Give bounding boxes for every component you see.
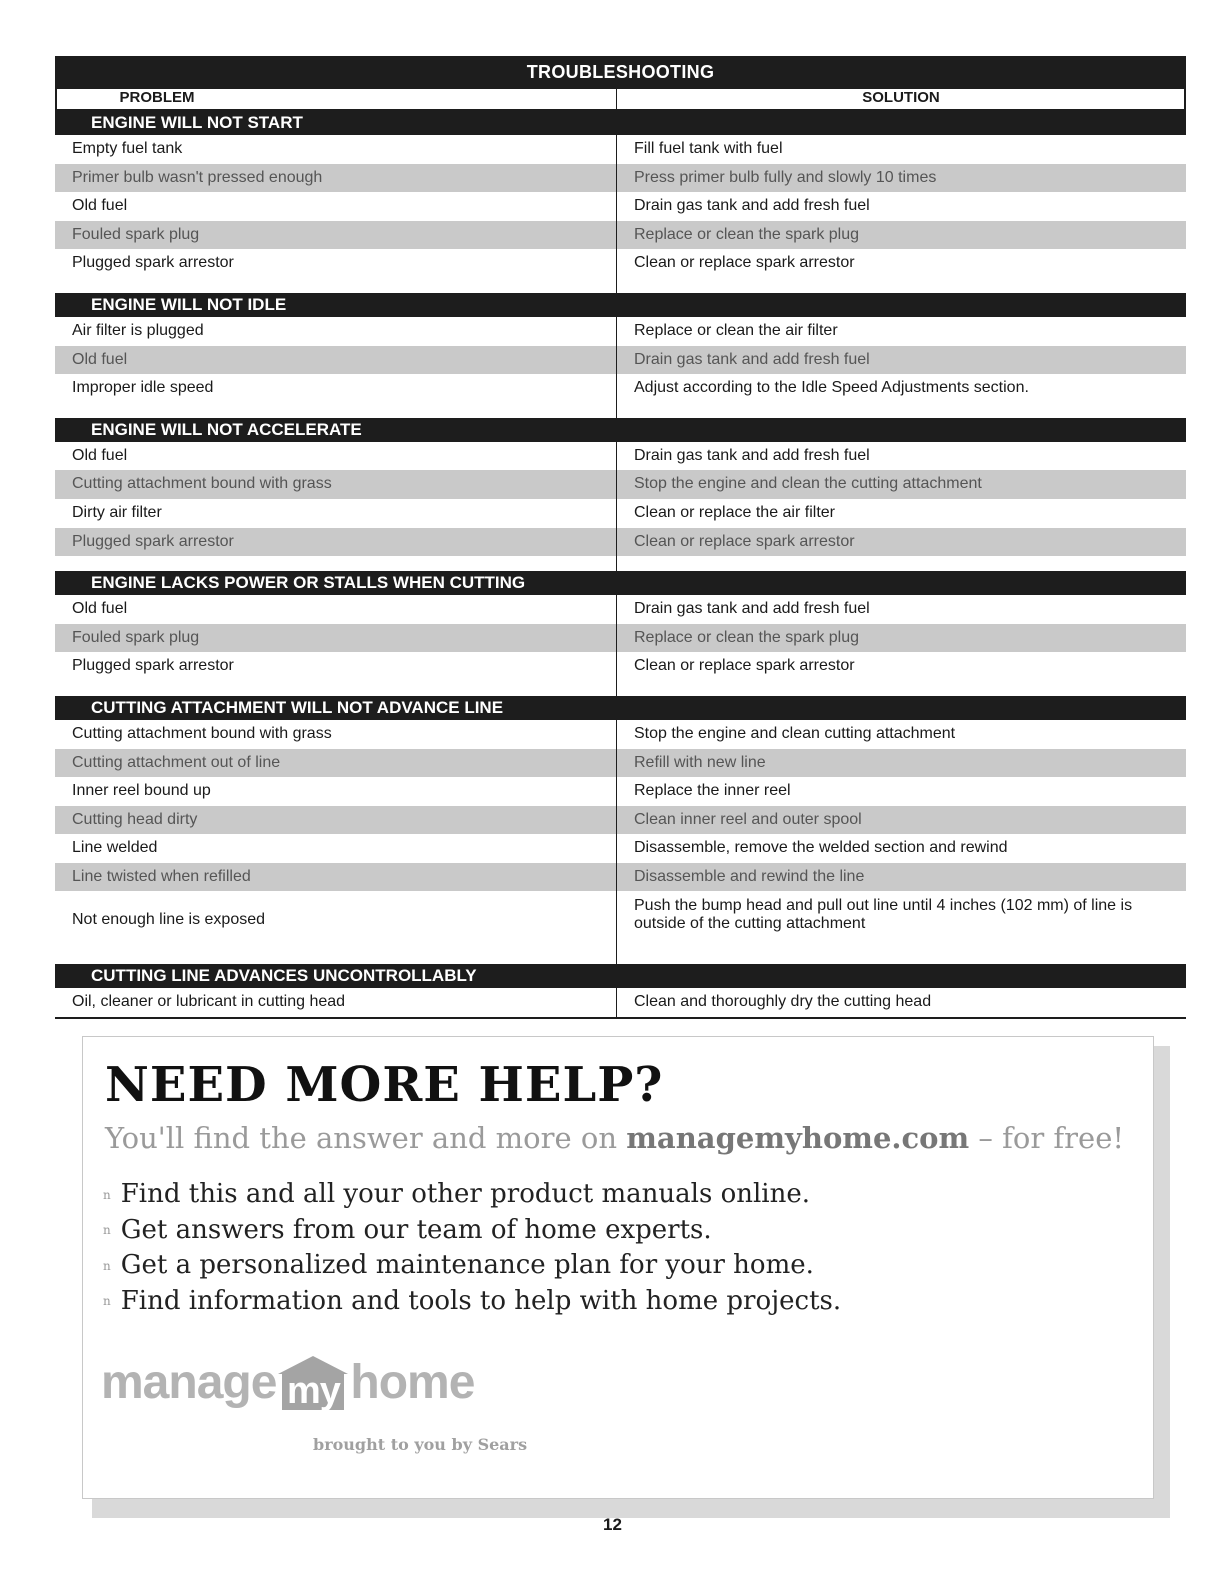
- problem-cell: Plugged spark arrestor: [72, 532, 234, 550]
- solution-cell: Drain gas tank and add fresh fuel: [616, 192, 1186, 221]
- table-row: [55, 720, 1186, 749]
- solution-cell: Disassemble, remove the welded section and rewind: [616, 834, 1186, 863]
- problem-cell: Cutting attachment bound with grass: [72, 475, 332, 493]
- section-heading: ENGINE LACKS POWER OR STALLS WHEN CUTTING: [55, 571, 1186, 595]
- problem-cell: Old fuel: [72, 350, 128, 368]
- list-item: n Get answers from our team of home experts.: [103, 1214, 712, 1245]
- table-row: [55, 499, 1186, 528]
- solution-cell: Fill fuel tank with fuel: [616, 135, 1186, 164]
- table-body: [55, 111, 1186, 1017]
- solution-cell: Drain gas tank and add fresh fuel: [616, 595, 1186, 624]
- table-row: [55, 528, 1186, 557]
- help-box: [82, 1036, 1154, 1499]
- solution-cell: Clean or replace spark arrestor: [616, 249, 1186, 278]
- problem-cell: Primer bulb wasn't pressed enough: [72, 168, 323, 186]
- problem-cell: Old fuel: [72, 197, 128, 215]
- problem-cell: Old fuel: [72, 446, 128, 464]
- problem-cell: Air filter is plugged: [72, 321, 204, 339]
- section-gap: [55, 278, 1186, 293]
- solution-cell: Stop the engine and clean the cutting attachment: [616, 470, 1186, 499]
- solution-cell: Drain gas tank and add fresh fuel: [616, 346, 1186, 375]
- solution-cell: Replace the inner reel: [616, 777, 1186, 806]
- bullet-icon: n: [103, 1223, 111, 1237]
- table-row: [55, 346, 1186, 375]
- table-row: [55, 374, 1186, 403]
- table-row: [55, 317, 1186, 346]
- problem-cell: Plugged spark arrestor: [72, 254, 234, 272]
- solution-cell: Adjust according to the Idle Speed Adjustments section.: [616, 374, 1186, 403]
- table-header-row: [55, 89, 1186, 111]
- solution-cell: Disassemble and rewind the line: [616, 863, 1186, 892]
- table-row: [55, 470, 1186, 499]
- logo-tagline: brought to you by Sears: [313, 1435, 528, 1454]
- problem-cell: Not enough line is exposed: [72, 911, 266, 929]
- table-row: [55, 192, 1186, 221]
- house-icon: my: [282, 1356, 344, 1410]
- solution-cell: Replace or clean the air filter: [616, 317, 1186, 346]
- solution-cell: Press primer bulb fully and slowly 10 times: [616, 164, 1186, 193]
- table-row: [55, 624, 1186, 653]
- managemyhome-logo: manage my home: [101, 1356, 475, 1412]
- list-item: n Find this and all your other product manuals online.: [103, 1179, 811, 1209]
- table-row: [55, 164, 1186, 193]
- section-gap: [55, 681, 1186, 696]
- section-heading: CUTTING LINE ADVANCES UNCONTROLLABLY: [55, 964, 1186, 988]
- table-row: [55, 988, 1186, 1017]
- list-item: n Find information and tools to help with home projects.: [103, 1285, 842, 1316]
- problem-cell: Line welded: [72, 839, 158, 857]
- bullet-icon: n: [103, 1187, 111, 1202]
- problem-cell: Plugged spark arrestor: [72, 657, 234, 675]
- problem-cell: Empty fuel tank: [72, 140, 183, 157]
- problem-cell: Fouled spark plug: [72, 225, 200, 243]
- table-row: [55, 777, 1186, 806]
- table-title: TROUBLESHOOTING: [55, 56, 1186, 89]
- solution-cell: Clean or replace spark arrestor: [616, 528, 1186, 557]
- section-gap: [55, 949, 1186, 964]
- solution-cell: Replace or clean the spark plug: [616, 624, 1186, 653]
- table-row: [55, 806, 1186, 835]
- bullet-icon: n: [103, 1258, 111, 1273]
- list-item: n Get a personalized maintenance plan for your home.: [103, 1250, 814, 1280]
- problem-header: PROBLEM: [119, 89, 195, 106]
- table-row: [55, 135, 1186, 164]
- section-heading: CUTTING ATTACHMENT WILL NOT ADVANCE LINE: [55, 696, 1186, 720]
- problem-cell: Cutting attachment out of line: [72, 753, 281, 771]
- problem-cell: Line twisted when refilled: [72, 867, 251, 885]
- table-row: [55, 442, 1186, 471]
- solution-cell: Replace or clean the spark plug: [616, 221, 1186, 250]
- table-row: [55, 249, 1186, 278]
- solution-cell: Refill with new line: [616, 749, 1186, 778]
- section-heading: ENGINE WILL NOT IDLE: [55, 293, 1186, 317]
- table-row: [55, 891, 1186, 949]
- problem-cell: Fouled spark plug: [72, 628, 200, 646]
- solution-cell: Stop the engine and clean cutting attachment: [616, 720, 1186, 749]
- table-row: [55, 834, 1186, 863]
- table-row: [55, 221, 1186, 250]
- help-title: NEED MORE HELP?: [105, 1057, 664, 1113]
- solution-cell: Clean or replace spark arrestor: [616, 652, 1186, 681]
- solution-cell: Clean or replace the air filter: [616, 499, 1186, 528]
- problem-cell: Dirty air filter: [72, 503, 162, 521]
- help-subtitle: You'll find the answer and more on managemyhome.com – for free!: [105, 1121, 1125, 1155]
- problem-cell: Oil, cleaner or lubricant in cutting head: [72, 993, 346, 1011]
- section-gap: [55, 403, 1186, 418]
- table-row: [55, 749, 1186, 778]
- solution-cell: Clean inner reel and outer spool: [616, 806, 1186, 835]
- solution-cell: Clean and thoroughly dry the cutting head: [616, 988, 1186, 1017]
- problem-cell: Inner reel bound up: [72, 782, 211, 800]
- problem-cell: Old fuel: [72, 600, 128, 618]
- section-heading: ENGINE WILL NOT START: [55, 111, 1186, 135]
- section-heading: ENGINE WILL NOT ACCELERATE: [55, 418, 1186, 442]
- problem-cell: Cutting attachment bound with grass: [72, 724, 332, 742]
- troubleshooting-table: [55, 56, 1186, 1019]
- problem-cell: Cutting head dirty: [72, 810, 198, 828]
- solution-cell: Drain gas tank and add fresh fuel: [616, 442, 1186, 471]
- bullet-icon: n: [103, 1294, 111, 1308]
- section-gap: [55, 556, 1186, 571]
- page-number: 12: [603, 1515, 622, 1534]
- site-link[interactable]: managemyhome.com: [626, 1121, 970, 1155]
- solution-header: SOLUTION: [862, 89, 940, 106]
- table-row: [55, 652, 1186, 681]
- table-row: [55, 863, 1186, 892]
- solution-cell: Push the bump head and pull out line until 4 inches (102 mm) of line is outside of the cutting attachment: [616, 891, 1186, 949]
- problem-cell: Improper idle speed: [72, 379, 214, 397]
- help-list: [103, 1177, 841, 1319]
- table-row: [55, 595, 1186, 624]
